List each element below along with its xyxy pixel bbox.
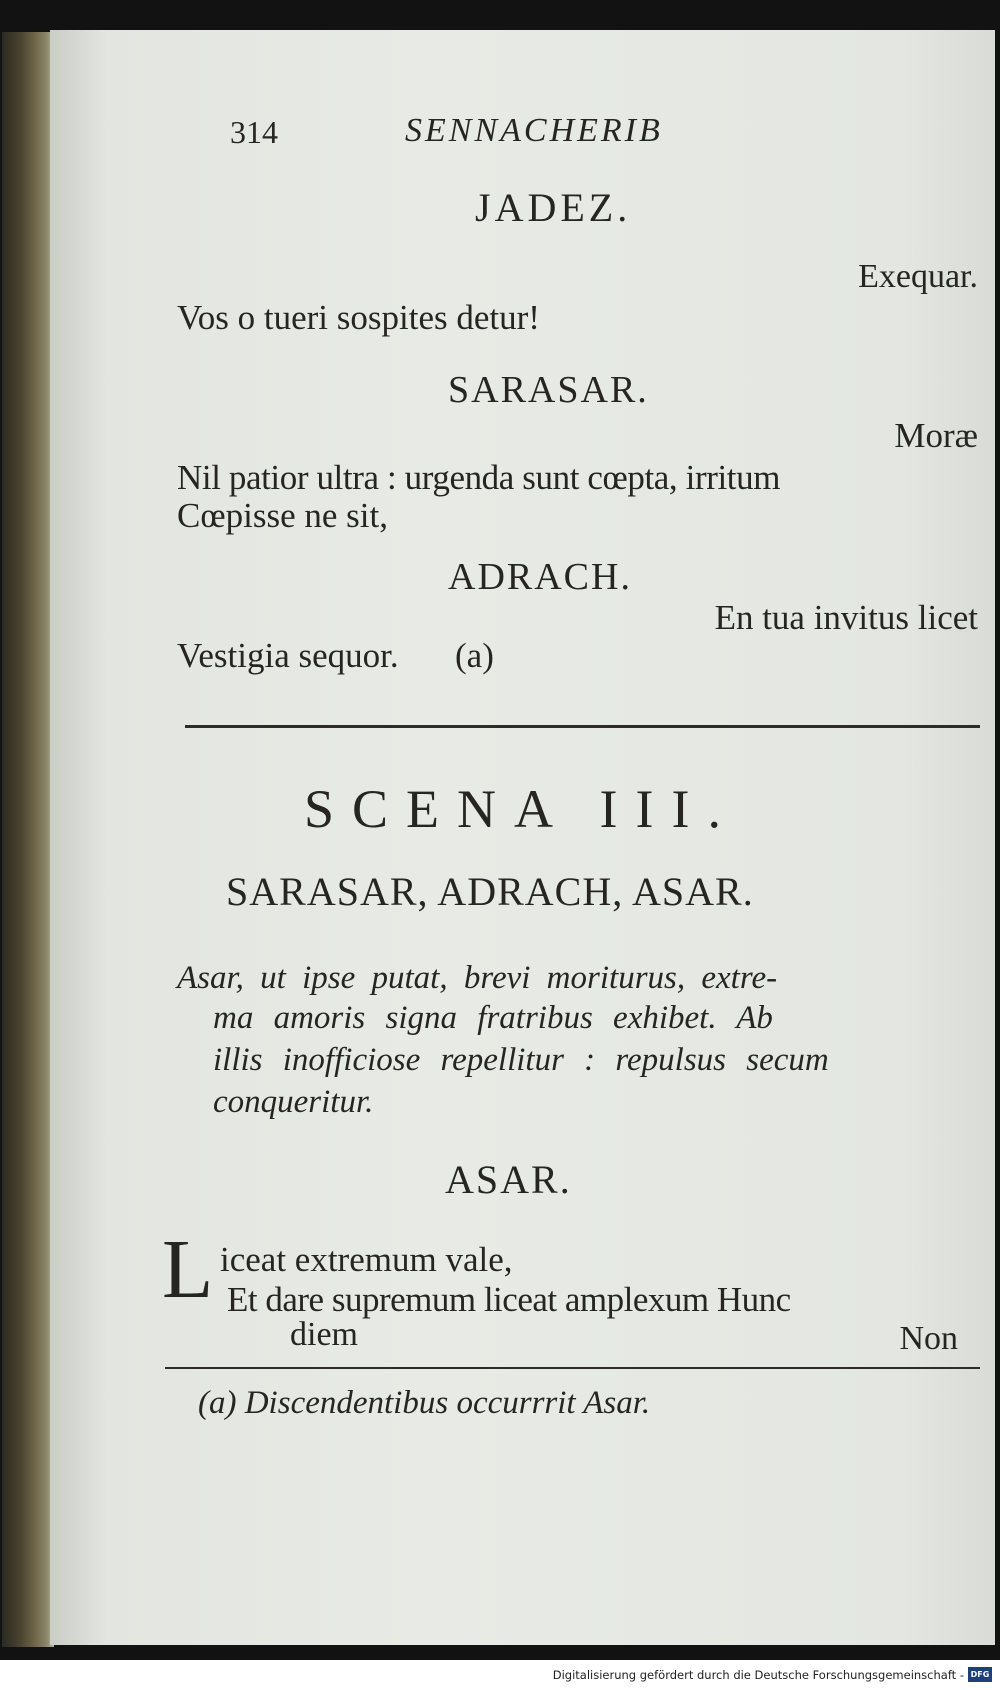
verse-line: Cœpisse ne sit, [177,496,388,535]
verse-right-en-tua: En tua invitus licet [714,598,978,637]
verse-line: Vos o tueri sospites detur! [177,298,540,337]
footnote-divider [165,1367,980,1369]
speaker-jadez: JADEZ. [475,185,632,230]
footnote: (a) Discendentibus occurrrit Asar. [198,1385,651,1421]
scene-title: SCENA III. [304,779,739,839]
digitization-credit: Digitalisierung gefördert durch die Deutsche Forschungsgemeinschaft - [552,1668,964,1682]
page-number: 314 [230,114,278,150]
scene-argument-line: Asar, ut ipse putat, brevi moriturus, extre- [177,960,778,996]
speaker-sarasar: SARASAR. [448,369,649,411]
scene-argument-line: ma amoris signa fratribus exhibet. Ab [213,1000,773,1036]
catchword: Non [899,1320,958,1357]
drop-cap: L [162,1223,214,1316]
verse-line: Et dare supremum liceat amplexum Hunc [227,1280,791,1319]
verse-right-morae: Moræ [894,416,978,455]
digitization-footer [0,1660,1000,1690]
book-spine [2,32,54,1647]
dfg-logo-icon: DFG [968,1667,992,1682]
verse-line: diem [290,1316,358,1353]
verse-line: Nil patior ultra : urgenda sunt cœpta, irritum [177,458,781,497]
scene-argument-line: conqueritur. [213,1084,374,1120]
verse-line: Vestigia sequor. [177,636,399,675]
scene-argument-line: illis inofficiose repellitur : repulsus secum [213,1042,829,1078]
running-head: SENNACHERIB [405,112,663,149]
section-divider [185,725,980,728]
scene-characters: SARASAR, ADRACH, ASAR. [226,869,754,914]
verse-line: iceat extremum vale, [220,1240,513,1279]
book-page [50,30,995,1645]
footnote-reference: (a) [455,636,494,675]
verse-right-exequar: Exequar. [858,258,978,295]
speaker-asar: ASAR. [445,1157,572,1202]
speaker-adrach: ADRACH. [448,556,632,598]
